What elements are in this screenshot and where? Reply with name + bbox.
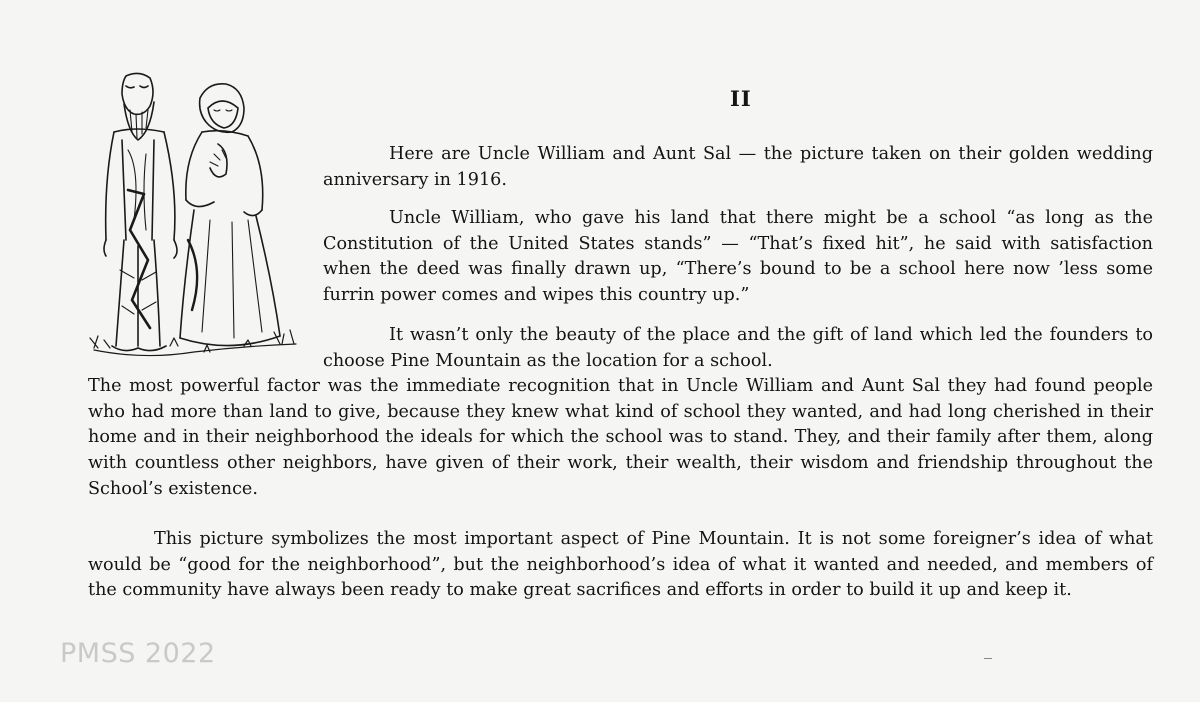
print-speck [984,658,992,659]
chapter-numeral: II [730,86,752,111]
aunt-sal-figure [180,84,280,346]
paragraph-3 [88,323,1153,502]
paragraph-3-opening: It wasn’t only the beauty of the place and the gift of land which led the founders to choose Pine Mountain as the location for a school. [323,325,1153,371]
paragraph-3-continuation: The most powerful factor was the immediate recognition that in Uncle William and Aunt Sal they had found people who had more than land to give, because they knew what kind of school they wanted, and had long cherished in their home and in their neighborhood the ideals for which the school was to stand. They, and their family after them, along with countless other neighbors, have given of their work, their wealth, their wisdom and friendship throughout the School’s existence. [88,376,1153,499]
uncle-william-figure [104,73,177,350]
paragraph-2: Uncle William, who gave his land that there might be a school “as long as the Constitution of the United States stands” — “That’s fixed hit”, he said with satisfaction when the deed was finally drawn up, “There’s bound to be a school here now ’less some furrin power comes and wipes this country up.” [323,208,1153,305]
watermark: PMSS 2022 [60,638,216,669]
paragraph-1: Here are Uncle William and Aunt Sal — the picture taken on their golden wedding anniversary in 1916. [323,144,1153,190]
paragraph-4: This picture symbolizes the most important aspect of Pine Mountain. It is not some foreigner’s idea of what would be “good for the neighborhood”, but the neighborhood’s idea of what it wanted and needed, and members of the community have always been ready to make great sacrifices and efforts in order to build it up and keep it. [88,529,1153,601]
